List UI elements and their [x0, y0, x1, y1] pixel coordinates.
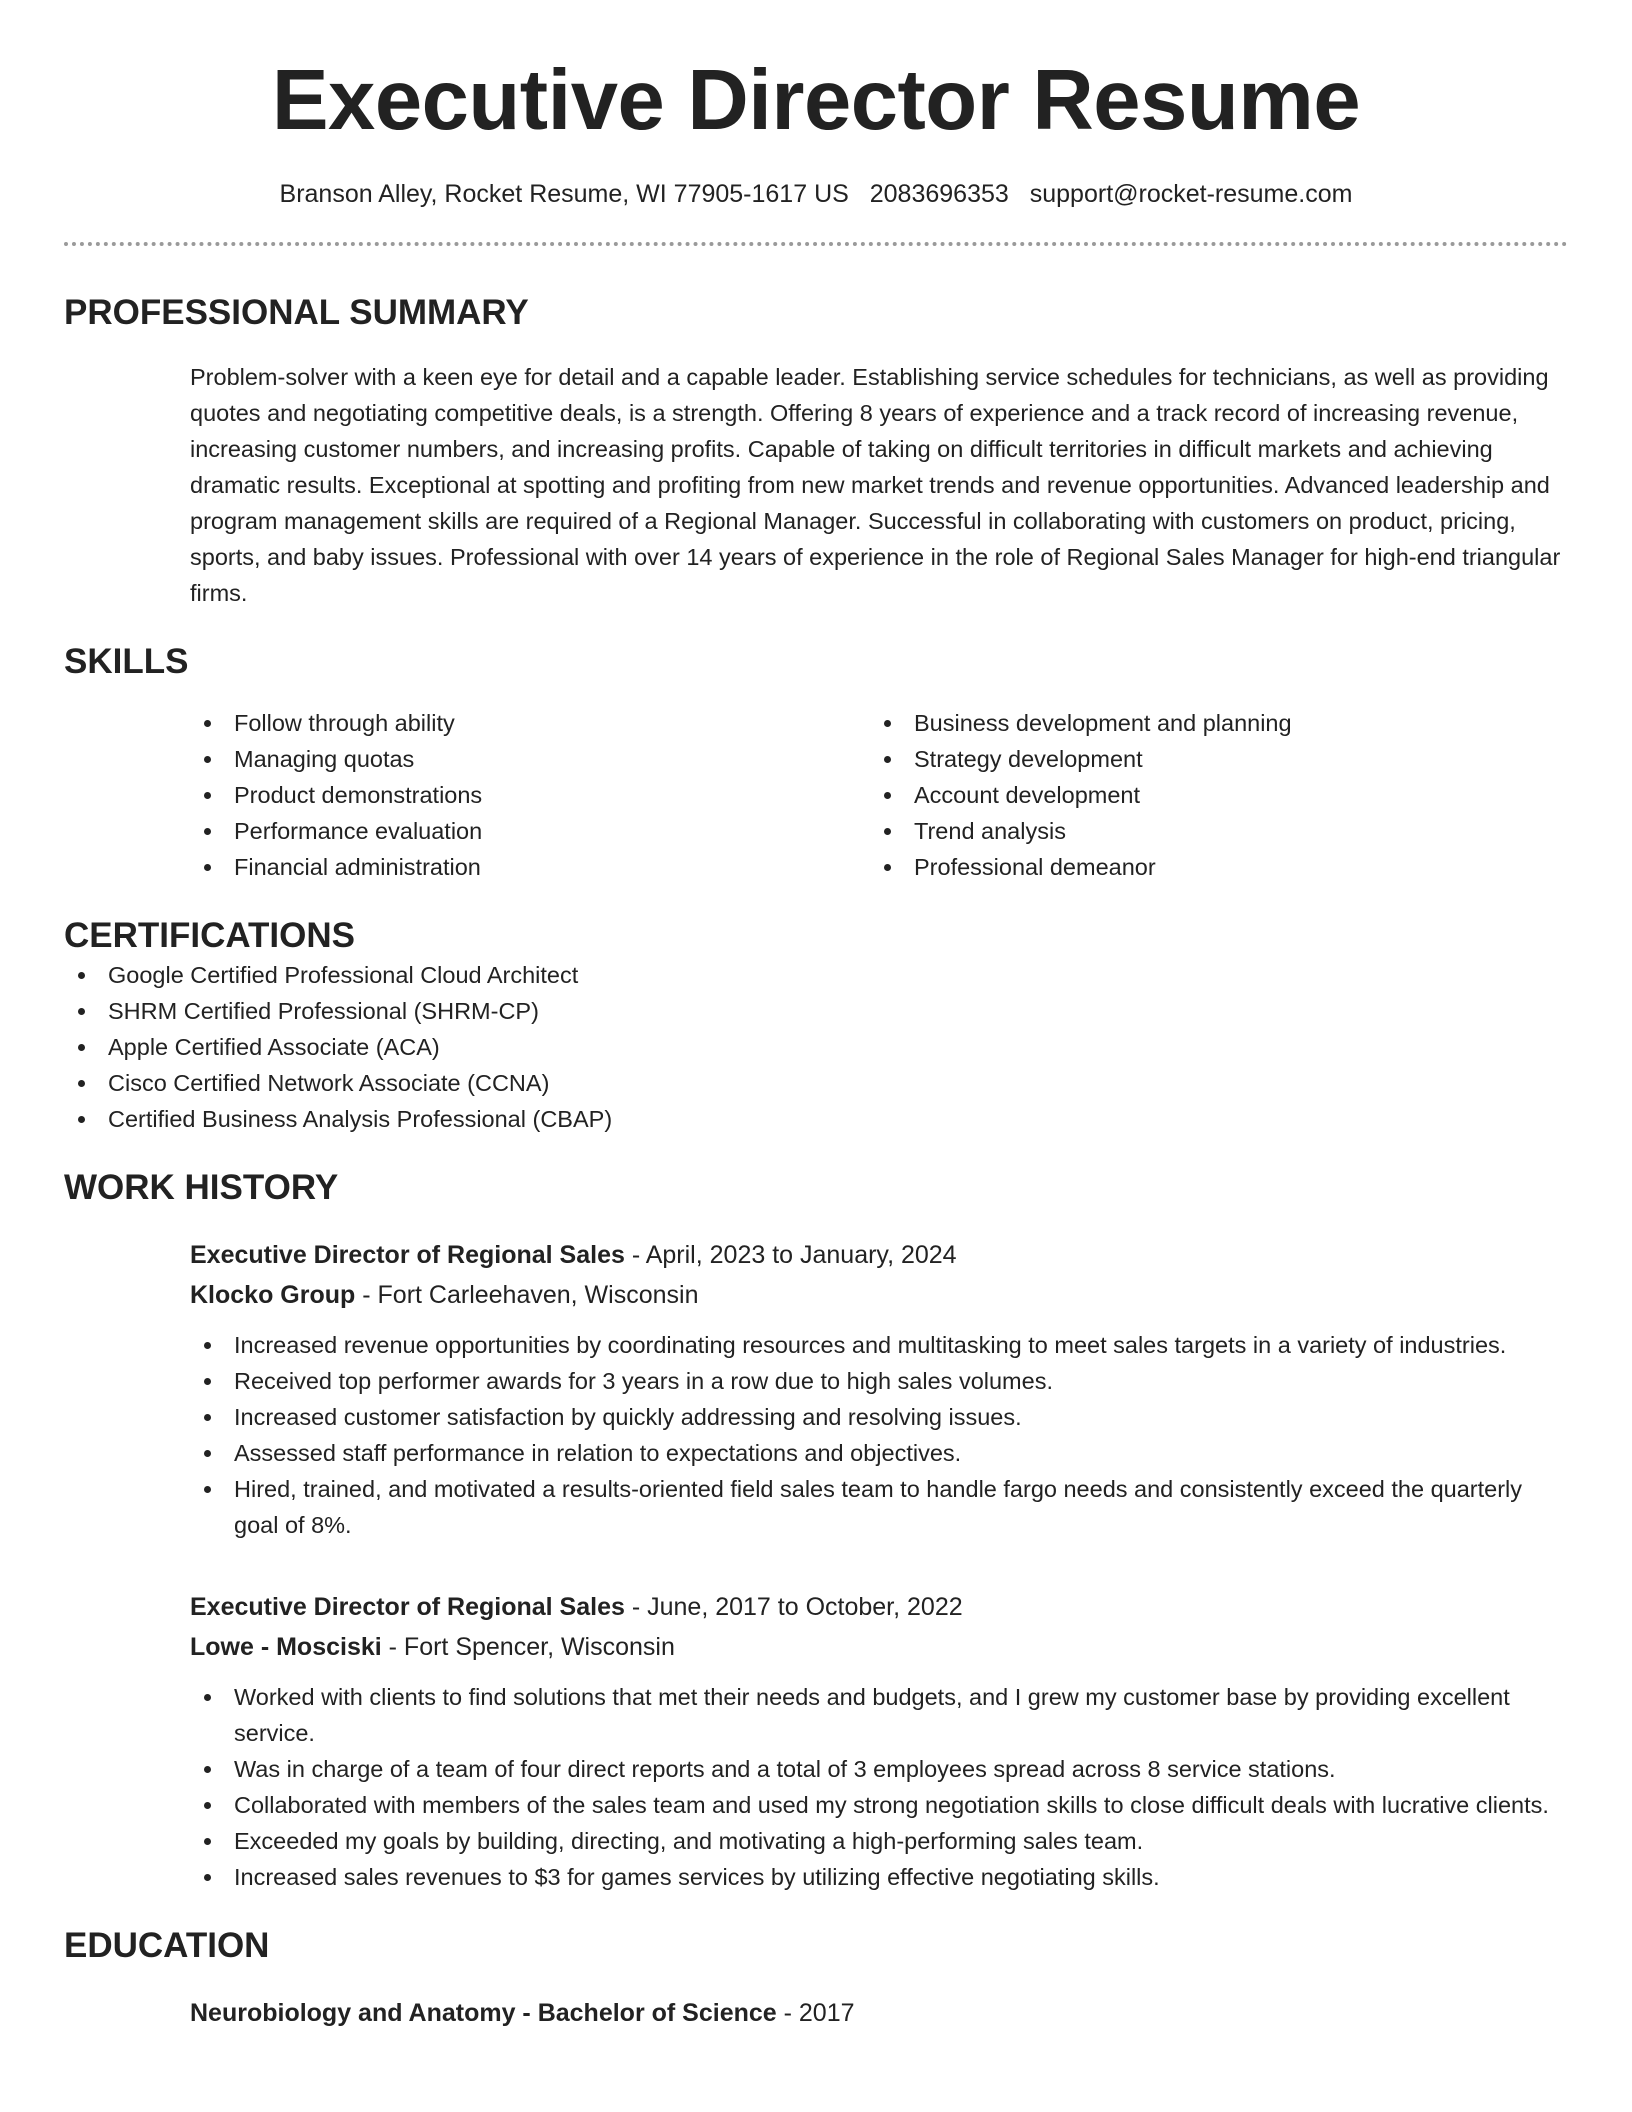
job-bullet: Was in charge of a team of four direct reports and a total of 3 employees spread across 8 service stations.: [190, 1751, 1568, 1787]
contact-phone: 2083696353: [869, 180, 1009, 208]
skill-item: Product demonstrations: [190, 777, 870, 813]
certifications-heading: CERTIFICATIONS: [64, 916, 356, 955]
work-history-section: [64, 1167, 1568, 1895]
education-entry: [190, 1993, 1568, 2033]
skill-item: Strategy development: [870, 741, 1550, 777]
job-bullets: [190, 1327, 1568, 1543]
job-company-line: [190, 1275, 1568, 1315]
job-dates: - June, 2017 to October, 2022: [624, 1593, 963, 1621]
certifications-list: [64, 957, 1568, 1137]
skill-item: Trend analysis: [870, 813, 1550, 849]
job-bullet: Received top performer awards for 3 years in a row due to high sales volumes.: [190, 1363, 1568, 1399]
skills-section: [64, 641, 1568, 885]
contact-email: support@rocket-resume.com: [1029, 180, 1353, 208]
certifications-section: [64, 915, 1568, 1137]
job-company: Lowe - Mosciski: [190, 1633, 382, 1661]
work-history-heading: WORK HISTORY: [64, 1168, 339, 1207]
job-bullet: Increased revenue opportunities by coordinating resources and multitasking to meet sales targets in a variety of industries.: [190, 1327, 1568, 1363]
education-year: - 2017: [776, 1999, 855, 2027]
job-bullet: Assessed staff performance in relation to expectations and objectives.: [190, 1435, 1568, 1471]
job-title-line: [190, 1235, 1568, 1275]
skill-item: Account development: [870, 777, 1550, 813]
skill-item: Business development and planning: [870, 705, 1550, 741]
certification-item: Cisco Certified Network Associate (CCNA): [64, 1065, 1568, 1101]
job-role: Executive Director of Regional Sales: [190, 1241, 625, 1269]
skills-grid: [190, 705, 1568, 885]
skill-item: Performance evaluation: [190, 813, 870, 849]
job-entry: [190, 1235, 1568, 1543]
job-bullet: Increased customer satisfaction by quickly addressing and resolving issues.: [190, 1399, 1568, 1435]
contact-info: [64, 179, 1568, 209]
certification-item: Apple Certified Associate (ACA): [64, 1029, 1568, 1065]
skills-list-right: [870, 705, 1550, 885]
header-divider: [64, 242, 1568, 246]
job-bullet: Hired, trained, and motivated a results-oriented field sales team to handle fargo needs and consistently exceed the quarterly goal of 8%.: [190, 1471, 1568, 1543]
skill-item: Follow through ability: [190, 705, 870, 741]
skill-item: Financial administration: [190, 849, 870, 885]
skill-item: Managing quotas: [190, 741, 870, 777]
job-location: - Fort Spencer, Wisconsin: [381, 1633, 675, 1661]
job-location: - Fort Carleehaven, Wisconsin: [355, 1281, 699, 1309]
job-bullets: [190, 1679, 1568, 1895]
education-heading: EDUCATION: [64, 1926, 270, 1965]
skills-heading: SKILLS: [64, 642, 189, 681]
skill-item: Professional demeanor: [870, 849, 1550, 885]
job-company-line: [190, 1627, 1568, 1667]
job-entry: [190, 1587, 1568, 1895]
resume-title: Executive Director Resume: [271, 53, 1361, 148]
job-dates: - April, 2023 to January, 2024: [624, 1241, 957, 1269]
job-bullet: Worked with clients to find solutions that met their needs and budgets, and I grew my customer base by providing excellent service.: [190, 1679, 1568, 1751]
skills-list-left: [190, 705, 870, 885]
job-role: Executive Director of Regional Sales: [190, 1593, 625, 1621]
job-bullet: Exceeded my goals by building, directing, and motivating a high-performing sales team.: [190, 1823, 1568, 1859]
certification-item: Google Certified Professional Cloud Architect: [64, 957, 1568, 993]
certification-item: SHRM Certified Professional (SHRM-CP): [64, 993, 1568, 1029]
job-bullet: Collaborated with members of the sales team and used my strong negotiation skills to close difficult deals with lucrative clients.: [190, 1787, 1568, 1823]
summary-text: Problem-solver with a keen eye for detail and a capable leader. Establishing service schedules for technicians, as well as providing quotes and negotiating competitive deals, is a strength. Offering 8 years of experience and a track record of increasing revenue, increasing customer numbers, and increasing profits. Capable of taking on difficult territories in difficult markets and achieving dramatic results. Exceptional at spotting and profiting from new market trends and revenue opportunities. Advanced leadership and program management skills are required of a Regional Manager. Successful in collaborating with customers on product, pricing, sports, and baby issues. Professional with over 14 years of experience in the role of Regional Sales Manager for high-end triangular firms.: [190, 364, 1561, 606]
job-title-line: [190, 1587, 1568, 1627]
certification-item: Certified Business Analysis Professional (CBAP): [64, 1101, 1568, 1137]
summary-heading: PROFESSIONAL SUMMARY: [64, 293, 529, 332]
contact-address: Branson Alley, Rocket Resume, WI 77905-1617 US: [279, 180, 849, 208]
job-company: Klocko Group: [190, 1281, 356, 1309]
education-degree: Neurobiology and Anatomy - Bachelor of Science: [190, 1999, 777, 2027]
job-bullet: Increased sales revenues to $3 for games services by utilizing effective negotiating skills.: [190, 1859, 1568, 1895]
education-section: [64, 1925, 1568, 2033]
